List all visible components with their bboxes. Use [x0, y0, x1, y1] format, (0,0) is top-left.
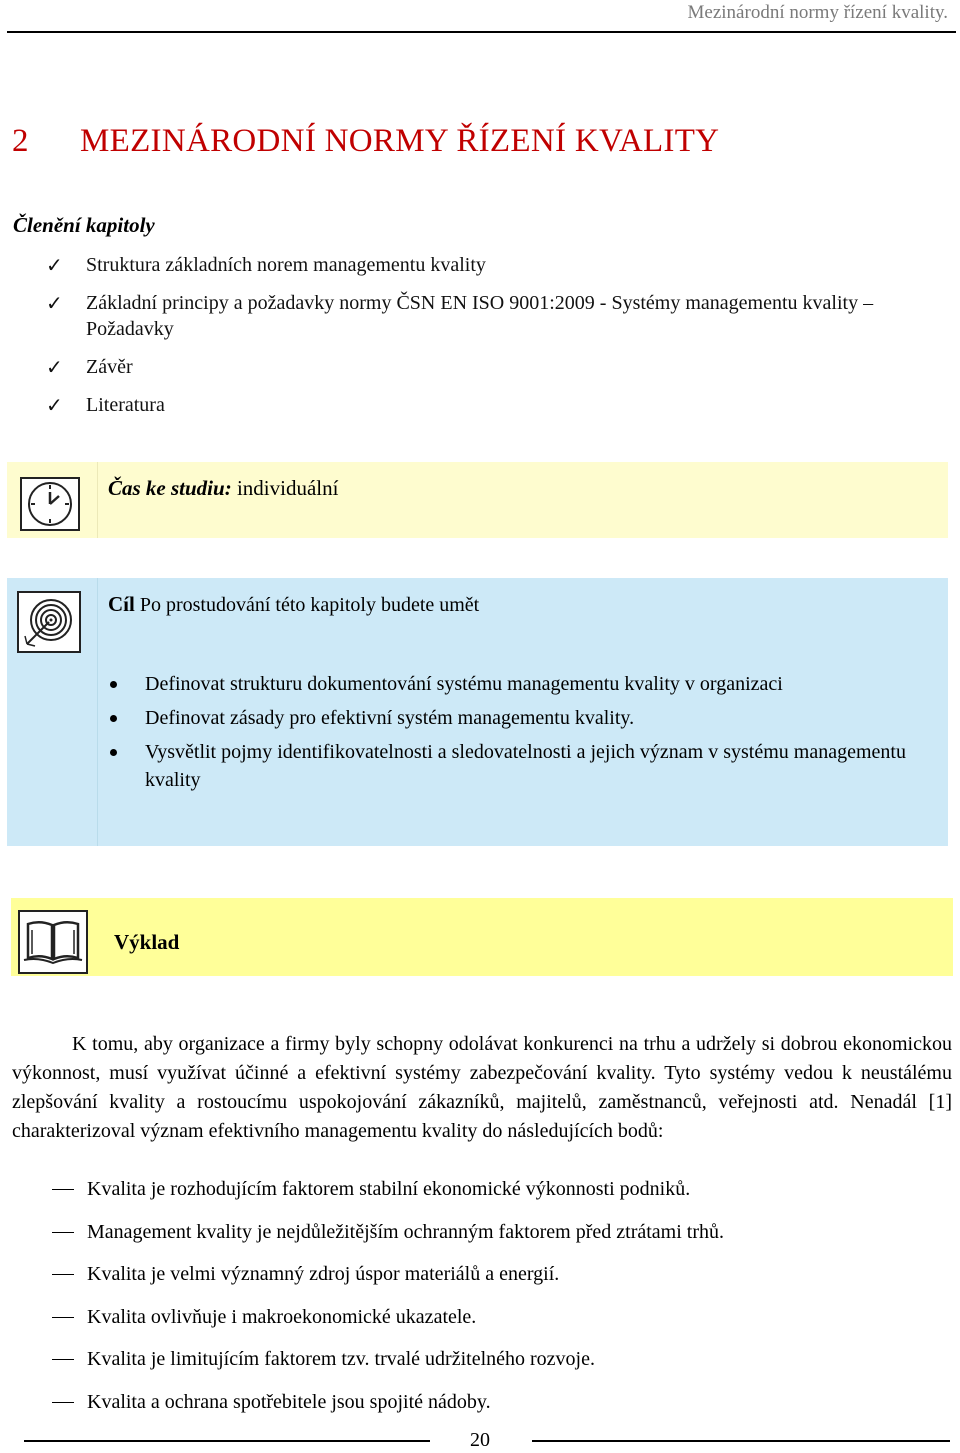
goal-label: Cíl: [108, 592, 135, 616]
study-time-label: Čas ke studiu:: [108, 476, 232, 500]
check-icon: ✓: [46, 253, 63, 277]
dash-list: [12, 1175, 932, 1431]
list-item: Management kvality je nejdůležitějším ochranným faktorem před ztrátami trhů.: [12, 1218, 932, 1246]
list-item: Kvalita je rozhodujícím faktorem stabilní ekonomické výkonnosti podniků.: [12, 1175, 932, 1203]
check-icon: ✓: [46, 355, 63, 379]
goal-box: [7, 578, 948, 846]
check-icon: ✓: [46, 291, 63, 315]
page-number: 20: [470, 1429, 490, 1451]
outline-item: [46, 290, 926, 342]
outline-title: Členění kapitoly: [13, 213, 155, 237]
outline-item-text: Struktura základních norem managementu kvality: [86, 254, 486, 276]
study-time-box: [7, 462, 948, 538]
body-paragraph: K tomu, aby organizace a firmy byly schopny odolávat konkurenci na trhu a udržely si dobrou ekonomickou výkonnost, musí využívat účinné a efektivní systémy zabezpečování kvality. Tyto systémy vedou k neustálému zlepšování kvality a rostoucímu uspokojování zákazníků, majitelů, zaměstnanců, veřejnosti atd. Nenadál [1] charakterizoval význam efektivního managementu kvality do následujících bodů:: [12, 1033, 952, 1142]
goal-icon-cell: [7, 578, 98, 846]
target-icon: [17, 591, 81, 653]
chapter-heading: [12, 123, 719, 160]
running-header: Mezinárodní normy řízení kvality.: [687, 2, 948, 23]
book-icon: [18, 910, 88, 974]
chapter-title: MEZINÁRODNÍ NORMY ŘÍZENÍ KVALITY: [80, 123, 720, 159]
goal-item: Vysvětlit pojmy identifikovatelnosti a sledovatelnosti a jejich význam v systému managementu kvality: [107, 738, 927, 794]
list-item: Kvalita je limitujícím faktorem tzv. trvalé udržitelného rozvoje.: [12, 1345, 932, 1373]
goal-item: Definovat strukturu dokumentování systému managementu kvality v organizaci: [107, 670, 927, 698]
outline-item: [46, 252, 926, 278]
goal-heading: [108, 592, 479, 617]
study-time-icon-cell: [7, 462, 98, 538]
check-icon: ✓: [46, 393, 63, 417]
list-item: Kvalita je velmi významný zdroj úspor materiálů a energií.: [12, 1260, 932, 1288]
goal-intro: Po prostudování této kapitoly budete umět: [139, 594, 480, 616]
header-rule: [7, 31, 956, 33]
clock-icon: [20, 477, 80, 531]
outline-item: [46, 392, 926, 418]
goal-item: Definovat zásady pro efektivní systém managementu kvality.: [107, 704, 927, 732]
outline-item-text: Literatura: [86, 394, 165, 416]
list-item: Kvalita ovlivňuje i makroekonomické ukazatele.: [12, 1303, 932, 1331]
outline-item-text: Základní principy a požadavky normy ČSN EN ISO 9001:2009 - Systémy managementu kvality – Požadavky: [86, 292, 874, 340]
study-time-value: individuální: [236, 476, 339, 500]
outline-item: [46, 354, 926, 380]
footer-rule: [532, 1440, 950, 1442]
study-time-text: [108, 476, 338, 501]
outline-item-text: Závěr: [86, 356, 133, 378]
explanation-box: [11, 898, 953, 976]
outline-list: [46, 252, 926, 430]
goal-list: [107, 670, 927, 800]
footer-rule: [24, 1440, 430, 1442]
list-item: Kvalita a ochrana spotřebitele jsou spojité nádoby.: [12, 1388, 932, 1416]
chapter-number: 2: [12, 123, 29, 159]
explanation-label: Výklad: [114, 930, 180, 954]
